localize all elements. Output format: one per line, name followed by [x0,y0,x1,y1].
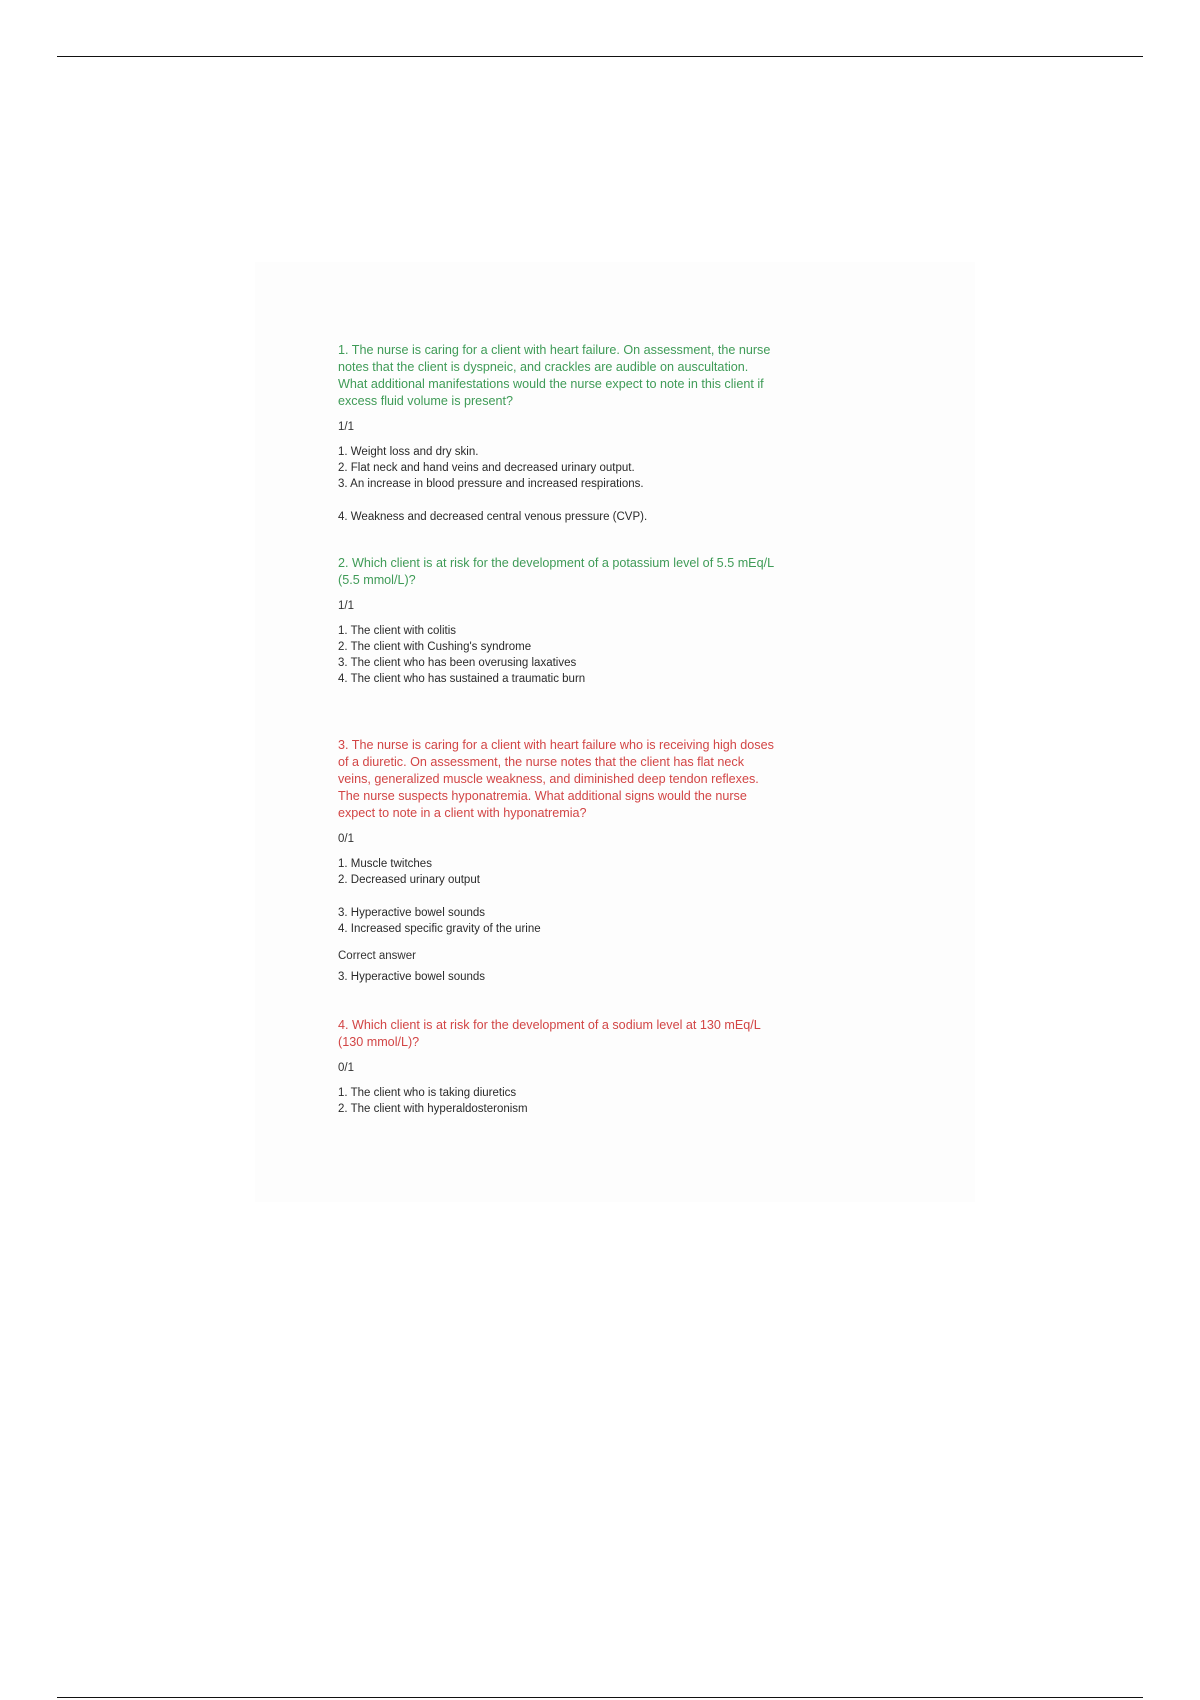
question-score: 1/1 [338,600,354,612]
question-text: 1. The nurse is caring for a client with heart failure. On assessment, the nurse notes that the client is dyspneic, and crackles are audible on auscultation. What additional manifestations would the nurse expect to note in this client if excess fluid volume is present? [338,343,771,408]
correct-answer-label: Correct answer [338,950,416,962]
answer-option: 4. Increased specific gravity of the urine [338,923,541,935]
answer-option: 2. The client with Cushing's syndrome [338,641,532,653]
question-block-1 [338,342,778,525]
answer-option: 1. The client with colitis [338,625,457,637]
question-text: 4. Which client is at risk for the development of a sodium level at 130 mEq/L (130 mmol/L)? [338,1018,761,1049]
answer-option: 1. The client who is taking diuretics [338,1087,517,1099]
answer-option: 1. Weight loss and dry skin. [338,446,479,458]
answer-option: 4. The client who has sustained a traumatic burn [338,673,586,685]
question-text: 2. Which client is at risk for the development of a potassium level of 5.5 mEq/L (5.5 mmol/L)? [338,556,774,587]
answer-option: 1. Muscle twitches [338,858,432,870]
question-block-4 [338,1017,778,1117]
answer-option: 3. An increase in blood pressure and increased respirations. [338,478,644,490]
answer-option: 4. Weakness and decreased central venous pressure (CVP). [338,511,648,523]
answer-option: 2. Decreased urinary output [338,874,480,886]
header-rule [57,56,1143,57]
quiz-content [338,342,778,1141]
correct-answer-value: 3. Hyperactive bowel sounds [338,971,486,983]
question-score: 1/1 [338,421,354,433]
question-block-3 [338,737,778,985]
question-text: 3. The nurse is caring for a client with heart failure who is receiving high doses of a diuretic. On assessment, the nurse notes that the client has flat neck veins, generalized muscle weakness, and diminished deep tendon reflexes. The nurse suspects hyponatremia. What additional signs would the nurse expect to note in a client with hyponatremia? [338,738,774,820]
answer-option: 2. Flat neck and hand veins and decreased urinary output. [338,462,635,474]
question-block-2 [338,555,778,687]
answer-option: 3. Hyperactive bowel sounds [338,907,486,919]
answer-option: 2. The client with hyperaldosteronism [338,1103,528,1115]
question-score: 0/1 [338,1062,354,1074]
answer-option: 3. The client who has been overusing laxatives [338,657,577,669]
question-score: 0/1 [338,833,354,845]
footer-rule [57,1697,1143,1698]
